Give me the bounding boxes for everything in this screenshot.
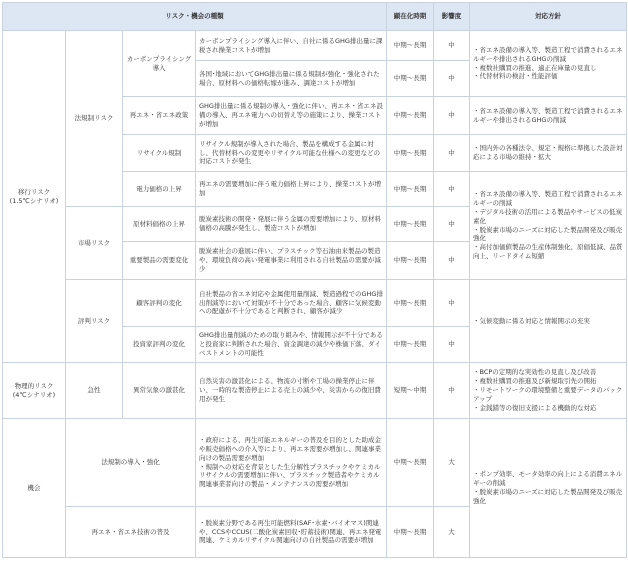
item-recycle-regulation: リサイクル規制 (123, 135, 196, 172)
description-cell: 脱炭素社会の進展に伴い、プラスチック等石油由来製品の製造や、環境負荷の高い発電事業に利用される自社製品の需要が減少 (196, 242, 387, 280)
table-row (3, 280, 627, 327)
item-renewable-policy: 再エネ・省エネ政策 (123, 97, 196, 135)
timing-cell: 中期～長期 (387, 31, 434, 61)
timing-cell: 中期～長期 (387, 280, 434, 327)
timing-cell: 中期～長期 (387, 242, 434, 280)
item-regulation-strengthening: 法規制の導入・強化 (66, 419, 196, 507)
header-impact: 影響度 (434, 3, 470, 31)
timing-cell: 短期～中期 (387, 363, 434, 419)
timing-cell: 中期～長期 (387, 135, 434, 172)
item-power-price: 電力価格の上昇 (123, 172, 196, 207)
description-cell: GHG排出量に係る規制の導入・強化に伴い、再エネ・省エネ設備の導入、再エネ電力への切替え等の施策により、操業コストが増加 (196, 97, 387, 135)
description-cell: 再エネの需要増加に伴う電力価格上昇により、操業コストが増加 (196, 172, 387, 207)
description-cell: カーボンプライシング導入に伴い、自社に係るGHG排出量に課税され操業コストが増加 (196, 31, 387, 61)
subcategory-legal-risk: 法規制リスク (66, 31, 123, 207)
item-renewable-tech: 再エネ・省エネ技術の普及 (66, 507, 196, 558)
timing-cell: 中期～長期 (387, 507, 434, 558)
response-cell: ・ポンプ効率、モータ効率の向上による消費エネルギーの削減 ・脱炭素市場のニーズに対応した製品開発及び販売強化 (470, 419, 627, 558)
description-cell: GHG排出量削減のための取り組みや、情報開示が不十分であると投資家に判断された場合、資金調達の減少や株価下落、ダイベストメントの可能性 (196, 327, 387, 363)
impact-cell: 中 (434, 135, 470, 172)
impact-cell: 中 (434, 280, 470, 327)
impact-cell: 中 (434, 97, 470, 135)
subcategory-market-risk: 市場リスク (66, 207, 123, 280)
table-row (3, 419, 627, 507)
impact-cell: 中 (434, 207, 470, 242)
impact-cell: 中 (434, 327, 470, 363)
impact-cell: 中 (434, 363, 470, 419)
subcategory-reputation-risk: 評判リスク (66, 280, 123, 363)
category-transition-risk: 移行リスク (1.5℃シナリオ) (3, 31, 66, 363)
timing-cell: 中期～長期 (387, 61, 434, 97)
description-cell: 脱炭素技術の開発・発展に伴う金属の需要増加により、原材料価格の高騰が発生し、製造コストが増加 (196, 207, 387, 242)
timing-cell: 中期～長期 (387, 327, 434, 363)
table-header-row (3, 3, 627, 31)
table-row (3, 31, 627, 61)
response-cell: ・国内外の各種法令、規定・規格に準拠した設計対応による市場の維持・拡大 (470, 135, 627, 172)
description-cell: 自社製品の省エネ対応や金属使用量削減、製造過程でのGHG排出削減等において対策が不十分であった場合、顧客に気候変動への配慮が不十分であると判断され、顧客が減少 (196, 280, 387, 327)
category-opportunity: 機会 (3, 419, 66, 558)
header-timing: 顕在化時期 (387, 3, 434, 31)
description-cell: リサイクル規制が導入された場合、製品を構成する金属に対し、代替材料への変更やリサイクル可能な仕様への変更などの対応コストが発生 (196, 135, 387, 172)
item-customer-reputation: 顧客評判の変化 (123, 280, 196, 327)
header-response: 対応方針 (470, 3, 627, 31)
response-cell: ・気候変動に係る対応と情報開示の充実 (470, 280, 627, 363)
table-row (3, 363, 627, 419)
impact-cell: 中 (434, 172, 470, 207)
timing-cell: 中期～長期 (387, 419, 434, 507)
item-material-price: 原材料価格の上昇 (123, 207, 196, 242)
timing-cell: 中期～長期 (387, 97, 434, 135)
timing-cell: 中期～長期 (387, 207, 434, 242)
impact-cell: 大 (434, 419, 470, 507)
response-cell (470, 31, 627, 97)
item-extreme-weather: 異常気象の激甚化 (123, 363, 196, 419)
description-cell: 各国･地域においてGHG排出量に係る規制が強化・強化された場合、原材料への価格転嫁が進み、調達コストが増加 (196, 61, 387, 97)
impact-cell: 中 (434, 242, 470, 280)
risk-opportunity-table (2, 2, 627, 558)
response-cell: ・BCPの定期的な実効性の見直し及び改善 ・複数社購買の推進及び新規取引先の開拓 ・リモートワークの環境整備と重要データのバックアップ ・金銭錯等の復旧支援による機動的な対応 (470, 363, 627, 419)
category-physical-risk: 物理的リスク (4℃シナリオ) (3, 363, 66, 419)
item-carbon-pricing: カーボンプライシング導入 (123, 31, 196, 97)
timing-cell: 中期～長期 (387, 172, 434, 207)
response-cell: ・省エネ設備の導入等、製造工程で消費されるエネルギーの削減 ・デジタル技術の活用による製品やサービスの低炭素化 ・脱炭素市場のニーズに対応した製品開発及び販売強化 ・高付加価値製品の生産体制強化、原価低減、品質向上、リードタイム短縮 (470, 172, 627, 280)
description-cell: 自然災害の激甚化による、物流の寸断や工場の操業停止に伴い、一時的な製造停止による売上の減少や、災害からの復旧費用が発生 (196, 363, 387, 419)
subcategory-acute: 急性 (66, 363, 123, 419)
impact-cell: 大 (434, 507, 470, 558)
impact-cell: 中 (434, 31, 470, 61)
response-cell: ・省エネ設備の導入等、製造工程で消費されるエネルギーや排出されるGHGの削減 (470, 97, 627, 135)
response-text: ・省エネ設備の導入等、製造工程で消費されるエネルギーや排出されるGHGの削減 ・複数社購買の推進、適正在庫量の見直し ・代替材料の検討・性能評価 (473, 45, 623, 81)
item-demand-change: 重要製品の需要変化 (123, 242, 196, 280)
impact-cell: 中 (434, 61, 470, 97)
item-investor-reputation: 投資家評判の変化 (123, 327, 196, 363)
header-risk-type: リスク・機会の種類 (3, 3, 387, 31)
description-cell: ・脱炭素分野である再生可能燃料(SAF･水素･バイオマス)関連や、CCSやCCUS(二酸化炭素回収･貯蓄技術)関連、再エネ発電関連、ケミカルリサイクル関連向けの自社製品の需要が増加 (196, 507, 387, 558)
description-cell: ・政府による、再生可能エネルギーの普及を目的とした助成金や販売価格への介入等により、再エネ需要が増加し、関連事業向けの製品需要が増加 ・規制への対応を背景とした生分解性プラスチックやケミカルリサイクルの需要増加に伴い、プラスチック製造者やケミカル関連事業者向けの製品・メンテナンスの需要が増加 (196, 419, 387, 507)
